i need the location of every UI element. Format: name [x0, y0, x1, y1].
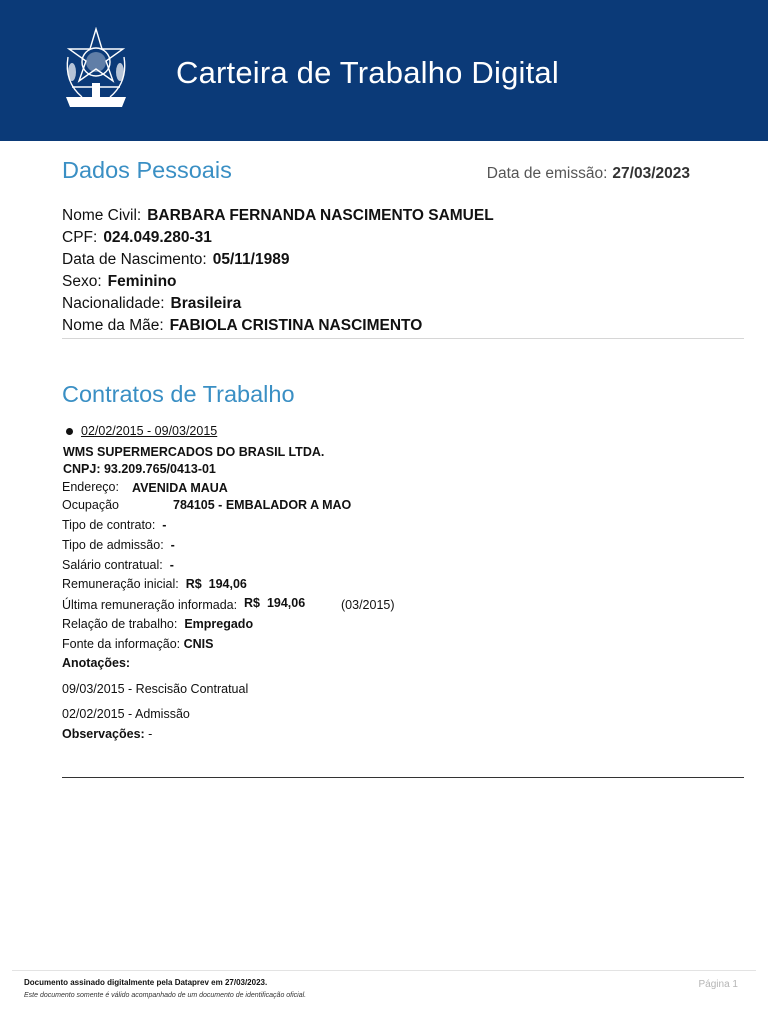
field-label: Nacionalidade: — [62, 295, 165, 312]
remuneracao-inicial: Remuneração inicial: R$ 194,06 — [62, 577, 247, 591]
ocupacao-value: 784105 - EMBALADOR A MAO — [173, 498, 352, 512]
field-value: 05/11/1989 — [212, 251, 290, 268]
page-number: Página 1 — [698, 979, 738, 990]
tipo-contrato: Tipo de contrato: - — [62, 518, 167, 532]
field-cpf — [62, 229, 212, 247]
employer-cnpj: CNPJ: 93.209.765/0413-01 — [63, 462, 216, 476]
bullet-icon — [66, 428, 73, 435]
brazil-coat-of-arms-icon — [62, 27, 130, 117]
emission-date — [487, 165, 690, 183]
relacao-trabalho: Relação de trabalho: Empregado — [62, 617, 254, 631]
endereco-label: Endereço: — [62, 480, 119, 494]
field-label: Nome da Mãe: — [62, 317, 164, 334]
field-value: 024.049.280-31 — [103, 229, 212, 246]
field-nacionalidade — [62, 295, 241, 313]
divider — [62, 338, 744, 339]
ultima-remuneracao: Última remuneração informada: R$ 194,06 — [62, 596, 306, 612]
field-label: Sexo: — [62, 273, 102, 290]
field-value: BARBARA FERNANDA NASCIMENTO SAMUEL — [147, 207, 494, 224]
page-title: Carteira de Trabalho Digital — [176, 55, 559, 90]
field-label: Nome Civil: — [62, 207, 142, 224]
field-value: Brasileira — [170, 295, 242, 312]
salario-contratual: Salário contratual: - — [62, 558, 174, 572]
ultima-remuneracao-ref: (03/2015) — [341, 598, 395, 612]
emission-label: Data de emissão: — [486, 165, 608, 182]
contracts-heading: Contratos de Trabalho — [62, 381, 295, 407]
anotacoes-label: Anotações: — [62, 656, 131, 670]
field-nome-mae — [62, 317, 422, 335]
contract-period: 02/02/2015 - 09/03/2015 — [81, 424, 218, 438]
field-value: FABIOLA CRISTINA NASCIMENTO — [169, 317, 423, 334]
footer-signature-note: Documento assinado digitalmente pela Dataprev em 27/03/2023. — [24, 978, 268, 987]
anotacao-item: 09/03/2015 - Rescisão Contratual — [62, 682, 249, 696]
endereco-value: AVENIDA MAUA — [132, 481, 228, 495]
header-bar — [0, 0, 768, 141]
divider — [62, 777, 744, 778]
personal-data-heading: Dados Pessoais — [62, 157, 232, 183]
anotacao-item: 02/02/2015 - Admissão — [62, 707, 190, 721]
field-sexo — [62, 273, 177, 291]
field-label: Data de Nascimento: — [62, 251, 207, 268]
field-label: CPF: — [62, 229, 98, 246]
ocupacao-label: Ocupação — [62, 498, 119, 512]
footer-validity-note: Este documento somente é válido acompanhado de um documento de identificação oficial. — [24, 992, 307, 999]
field-value: Feminino — [107, 273, 177, 290]
employer-name: WMS SUPERMERCADOS DO BRASIL LTDA. — [63, 445, 325, 459]
field-nome-civil — [62, 207, 494, 225]
fonte-informacao: Fonte da informação: CNIS — [62, 637, 214, 651]
observacoes: Observações: - — [62, 727, 153, 741]
tipo-admissao: Tipo de admissão: - — [62, 538, 175, 552]
field-data-nascimento — [62, 251, 289, 269]
footer-divider — [12, 970, 756, 971]
emission-value: 27/03/2023 — [612, 165, 690, 182]
